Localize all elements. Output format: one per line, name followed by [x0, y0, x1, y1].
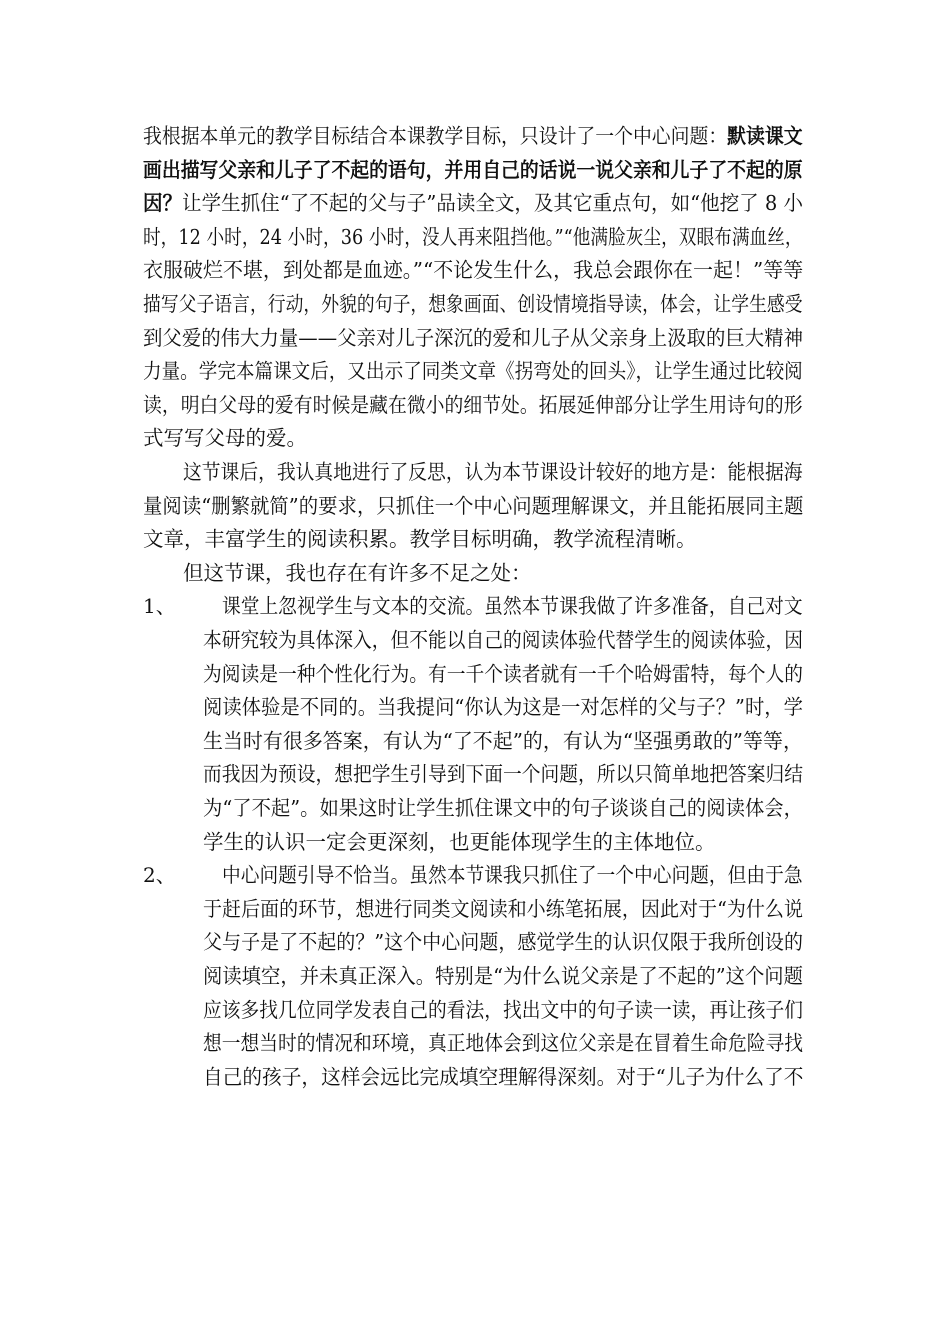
text-run: 读，明白父母的爱有时候是藏在微小的细节处。拓展延伸部分让学生用诗句的形 [143, 392, 803, 417]
text-run: 画出描写父亲和儿子了不起的语句，并用自己的话说一说父亲和儿子了不起的原 [143, 157, 803, 182]
text-run: 衣服破烂不堪，到处都是血迹。”“不论发生什么，我总会跟你在一起！”等等 [143, 258, 804, 283]
list-number: 1、 [143, 594, 176, 619]
text-run: 描写父子语言，行动，外貌的句子，想象画面、创设情境指导读，体会，让学生感受 [143, 292, 803, 316]
paragraph-1-line [143, 428, 307, 449]
paragraph-1-line [143, 126, 803, 147]
text-run: 为阅读是一种个性化行为。有一千个读者就有一千个哈姆雷特，每个人的 [203, 661, 803, 686]
text-run: 想一想当时的情况和环境，真正地体会到这位父亲是在冒着生命危险寻找 [203, 1031, 803, 1056]
text-run: 生当时有很多答案，有认为“了不起”的，有认为“坚强勇敢的”等等， [203, 728, 803, 753]
list-item-2-line [222, 865, 803, 886]
text-run: 学生的认识一定会更深刻，也更能体现学生的主体地位。 [203, 829, 716, 854]
list-item-1-line [203, 697, 803, 718]
paragraph-1-line [143, 193, 803, 214]
paragraph-2-line [143, 529, 697, 550]
paragraph-3-line [183, 560, 532, 585]
list-item-2-line [203, 966, 803, 987]
list-item-1-line [203, 728, 803, 753]
list-number: 2、 [143, 863, 176, 888]
text-run: 应该多找几位同学发表自己的看法，找出文中的句子读一读，再让孩子们 [203, 997, 803, 1022]
paragraph-1-line [143, 294, 803, 315]
text-run: 时，12 小时，24 小时，36 小时，没人再来阻挡他。”“他满脸灰尘，双眼布满血丝， [143, 224, 803, 249]
text-run: 阅读体验是不同的。当我提问“你认为这是一对怎样的父与子？”时，学 [203, 695, 803, 720]
paragraph-1-line [143, 224, 803, 249]
list-item-2-line [203, 1064, 804, 1089]
text-run: 自己的孩子，这样会远比完成填空理解得深刻。对于“儿子为什么了不 [203, 1064, 804, 1089]
text-run: 式写写父母的爱。 [143, 426, 307, 451]
text-run: 为“了不起”。如果这时让学生抓住课文中的句子谈谈自己的阅读体会， [203, 796, 803, 820]
paragraph-2-line [143, 493, 804, 518]
paragraph-1-line [143, 325, 803, 350]
list-item-2-line [203, 1033, 803, 1054]
text-run: 因？ [143, 191, 183, 216]
text-run: 而我因为预设，想把学生引导到下面一个问题，所以只简单地把答案归结 [203, 762, 803, 787]
text-run: 力量。学完本篇课文后，又出示了同类文章《拐弯处的回头》，让学生通过比较阅 [143, 359, 803, 384]
text-run: 阅读填空，并未真正深入。特别是“为什么说父亲是了不起的”这个问题 [203, 964, 803, 988]
list-item-2-line [203, 997, 803, 1022]
text-run: 这节课后，我认真地进行了反思，认为本节课设计较好的地方是：能根据海 [183, 460, 803, 484]
list-item-1-line [203, 764, 803, 785]
text-run: 量阅读“删繁就简”的要求，只抓住一个中心问题理解课文，并且能拓展同主题 [143, 493, 804, 518]
paragraph-1-line [143, 392, 803, 417]
list-item-1-line [203, 661, 803, 686]
list-item-1-line [203, 630, 803, 651]
paragraph-1-line [143, 361, 803, 382]
list-item-1-line [222, 596, 803, 617]
text-run: 文章，丰富学生的阅读积累。教学目标明确，教学流程清晰。 [143, 527, 697, 552]
paragraph-2-line [183, 462, 803, 483]
text-run: 默读课文 [727, 124, 803, 148]
text-run: 本研究较为具体深入，但不能以自己的阅读体验代替学生的阅读体验，因 [203, 628, 803, 652]
text-run: 于赶后面的环节，想进行同类文阅读和小练笔拓展，因此对于“为什么说 [203, 896, 803, 921]
text-run: 父与子是了不起的？”这个中心问题，感觉学生的认识仅限于我所创设的 [203, 930, 803, 955]
list-item-1-line [203, 829, 716, 854]
paragraph-1-line [143, 157, 803, 182]
text-run: 到父爱的伟大力量——父亲对儿子深沉的爱和儿子从父亲身上汲取的巨大精神 [143, 325, 803, 350]
list-item-2-line [203, 932, 803, 953]
text-run: 课堂上忽视学生与文本的交流。虽然本节课我做了许多准备，自己对文 [222, 594, 803, 619]
text-run: 中心问题引导不恰当。虽然本节课我只抓住了一个中心问题，但由于急 [222, 863, 803, 888]
list-item-2-line [203, 896, 803, 921]
text-run: 但这节课，我也存在有许多不足之处： [183, 560, 532, 585]
list-item-1-line [203, 798, 803, 819]
text-run: 让学生抓住“了不起的父与子”品读全文，及其它重点句，如“他挖了 8 小 [182, 191, 804, 216]
text-run: 我根据本单元的教学目标结合本课教学目标，只设计了一个中心问题： [143, 124, 728, 148]
paragraph-1-line [143, 260, 803, 281]
